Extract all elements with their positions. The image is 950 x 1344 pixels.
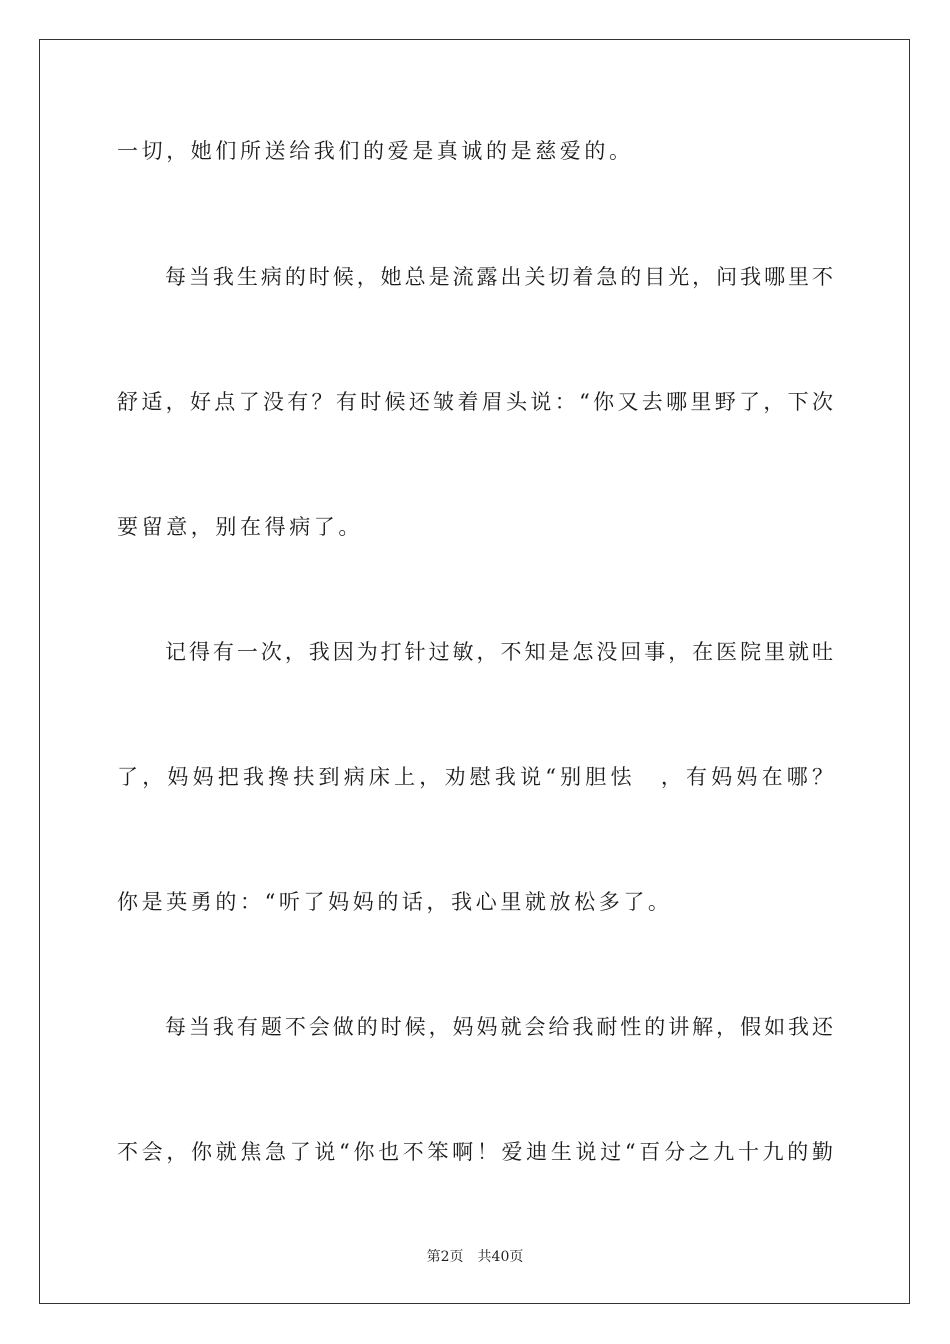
text-line-6: 了，妈妈把我搀扶到病床上，劝慰我说“别胆怯 ，有妈妈在哪？ [117,765,833,789]
text-line-2: 每当我生病的时候，她总是流露出关切着急的目光，问我哪里不 [165,265,833,289]
text-line-5: 记得有一次，我因为打针过敏，不知是怎没回事，在医院里就吐 [165,640,833,664]
text-line-7: 你是英勇的：“听了妈妈的话，我心里就放松多了。 [117,890,673,914]
page-number-footer: 第2页 共40页 [426,1249,524,1265]
text-line-9: 不会，你就焦急了说“你也不笨啊！爱迪生说过“百分之九十九的勤 [117,1140,833,1164]
text-line-8: 每当我有题不会做的时候，妈妈就会给我耐性的讲解，假如我还 [165,1015,833,1039]
text-line-3: 舒适，好点了没有？有时候还皱着眉头说：“你又去哪里野了，下次 [117,390,833,414]
text-line-4: 要留意，别在得病了。 [117,515,363,539]
text-line-1: 一切，她们所送给我们的爱是真诚的是慈爱的。 [117,139,634,163]
page-border [39,39,910,1304]
